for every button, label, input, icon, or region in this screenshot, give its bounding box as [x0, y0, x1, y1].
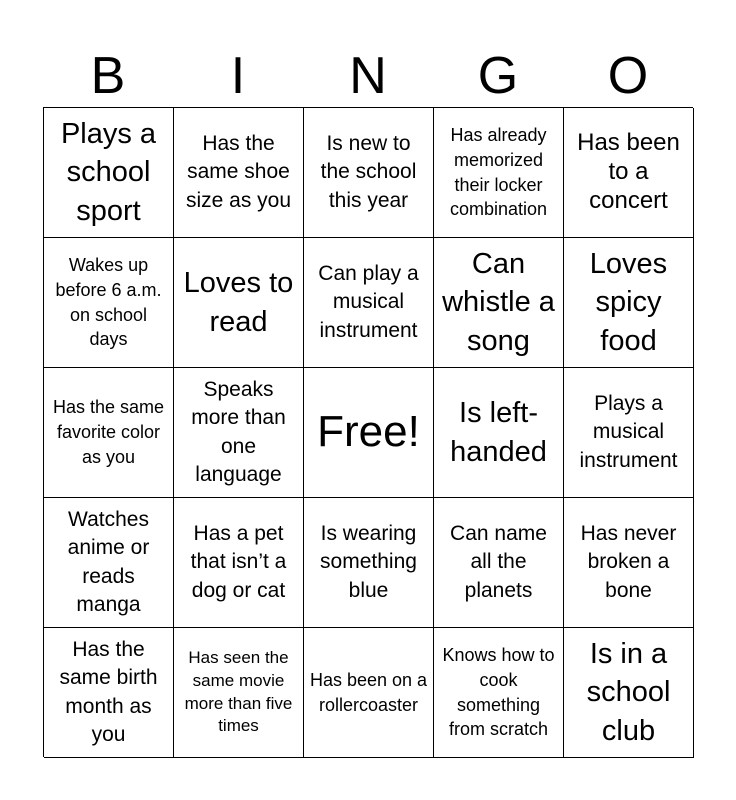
bingo-cell-r2-c1[interactable]	[44, 238, 174, 368]
bingo-cell-r5-c5[interactable]	[564, 628, 694, 758]
bingo-cell-label: Is left-handed	[450, 396, 547, 468]
bingo-cell-r1-c1[interactable]	[44, 108, 174, 238]
bingo-cell-label: Loves spicy food	[589, 247, 668, 357]
bingo-cell-r5-c4[interactable]	[434, 628, 564, 758]
bingo-grid	[43, 107, 693, 757]
header-letter-o: O	[607, 47, 649, 105]
bingo-cell-label: Has been on a rollercoaster	[309, 669, 428, 715]
bingo-cell-label: Has been to a concert	[577, 129, 680, 214]
bingo-cell-label: Knows how to cook something from scratch	[442, 644, 555, 740]
bingo-cell-r4-c4[interactable]	[434, 498, 564, 628]
bingo-cell-r1-c3[interactable]	[304, 108, 434, 238]
bingo-cell-r5-c1[interactable]	[44, 628, 174, 758]
bingo-cell-label: Has the same favorite color as you	[52, 397, 165, 467]
bingo-cell-label: Wakes up before 6 a.m. on school days	[55, 254, 162, 350]
bingo-cell-r1-c4[interactable]	[434, 108, 564, 238]
header-letter-b: B	[90, 47, 126, 105]
bingo-cell-label: Has already memorized their locker combination	[449, 124, 548, 220]
bingo-cell-label: Can name all the planets	[450, 521, 547, 602]
bingo-cell-label: Has never broken a bone	[580, 521, 677, 602]
bingo-cell-r3-c4[interactable]	[434, 368, 564, 498]
bingo-cell-label: Plays a musical instrument	[579, 391, 678, 472]
bingo-cell-label: Has the same shoe size as you	[185, 131, 292, 212]
bingo-cell-label: Has the same birth month as you	[59, 637, 158, 746]
bingo-cell-label: Speaks more than one language	[191, 377, 286, 486]
bingo-cell-r2-c2[interactable]	[174, 238, 304, 368]
bingo-cell-r1-c2[interactable]	[174, 108, 304, 238]
bingo-cell-r4-c5[interactable]	[564, 498, 694, 628]
bingo-cell-r3-c5[interactable]	[564, 368, 694, 498]
free-space-label: Free!	[317, 407, 420, 457]
bingo-cell-r2-c3[interactable]	[304, 238, 434, 368]
bingo-cell-r5-c3[interactable]	[304, 628, 434, 758]
bingo-cell-r4-c1[interactable]	[44, 498, 174, 628]
bingo-cell-label: Loves to read	[183, 266, 294, 338]
header-letter-g: G	[477, 47, 519, 105]
bingo-cell-r4-c3[interactable]	[304, 498, 434, 628]
bingo-cell-r3-c2[interactable]	[174, 368, 304, 498]
bingo-cell-label: Plays a school sport	[60, 117, 157, 227]
bingo-header	[43, 44, 693, 108]
bingo-cell-label: Has seen the same movie more than five times	[184, 647, 293, 736]
bingo-cell-r3-c1[interactable]	[44, 368, 174, 498]
bingo-cell-label: Watches anime or reads manga	[67, 507, 150, 616]
bingo-cell-label: Can whistle a song	[442, 247, 555, 357]
bingo-cell-label: Is in a school club	[586, 637, 671, 747]
header-letter-i: I	[230, 47, 246, 105]
bingo-cell-label: Has a pet that isn’t a dog or cat	[190, 521, 287, 602]
bingo-cell-r4-c2[interactable]	[174, 498, 304, 628]
header-letter-n: N	[349, 47, 387, 105]
bingo-cell-r2-c5[interactable]	[564, 238, 694, 368]
bingo-cell-label: Is wearing something blue	[320, 521, 417, 602]
bingo-cell-label: Can play a musical instrument	[318, 261, 419, 342]
bingo-cell-r5-c2[interactable]	[174, 628, 304, 758]
bingo-cell-label: Is new to the school this year	[320, 131, 417, 212]
bingo-cell-free[interactable]	[304, 368, 434, 498]
bingo-cell-r1-c5[interactable]	[564, 108, 694, 238]
bingo-cell-r2-c4[interactable]	[434, 238, 564, 368]
